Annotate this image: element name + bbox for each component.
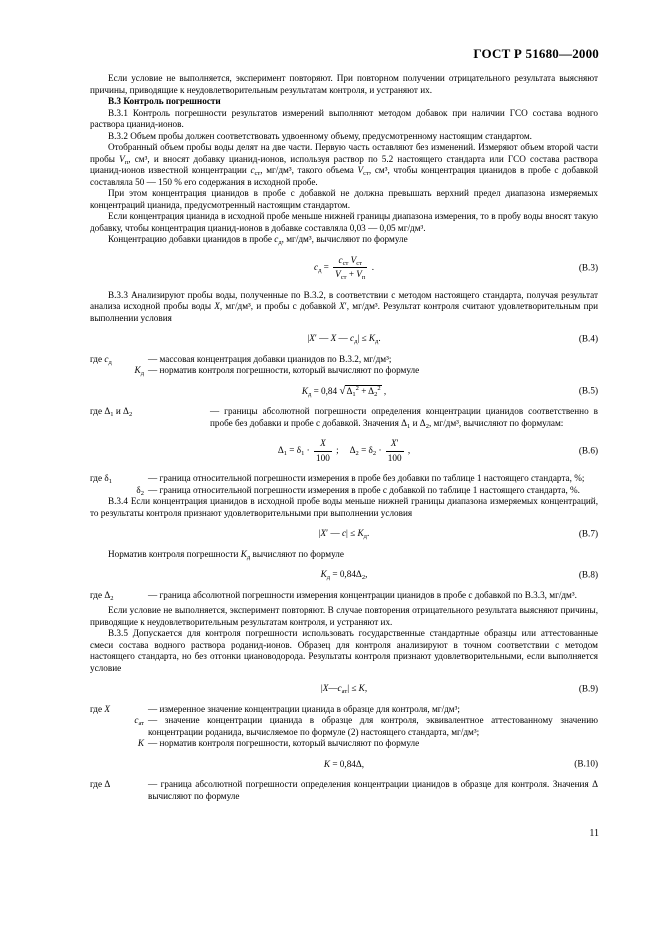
- paragraph-split: Отобранный объем пробы воды делят на две части. Первую часть оставляют без изменений. Измеряют объем второй части пробы $V_п$, см³, и вносят добавку цианид-ионов, используя раствор по 5.2 настоящего стандарта или ГСО состава раствора цианид-ионов известной концентрации $c_{ст}$, мг/дм³, такого объема $V_{ст}$, см³, чтобы концентрация цианидов в пробе с добавкой составляла 50 — 150 % его содержания в исходной пробе.: [90, 142, 599, 187]
- paragraph-b35: В.3.5 Допускается для контроля погрешности использовать государственные стандартные образцы или аттестованные смеси состава водного раствора роданид-ионов. Образец для контроля анализируют в точном соответствии с методом настоящего стандарта, но без отгонки циановодорода. Результаты контроля признают удовлетворительными, если выполняется условие: [90, 628, 598, 673]
- formula-b4: |X′ — X — $c_д| \le K_д$. (В.4): [307, 333, 598, 345]
- document-header: ГОСТ Р 51680—2000: [473, 46, 599, 61]
- paragraph-kd: Норматив контроля погрешности $K_д$ вычисляют по формуле: [108, 548, 344, 561]
- intro-paragraph: Если условие не выполняется, эксперимент повторяют. При повторном получении отрицательного результата выясняют причины, приводящие к неудовлетворительным результатам контроля, и устраняют их.: [90, 73, 598, 95]
- equation-number: (В.3): [578, 261, 598, 272]
- formula-b7: |X′ — $c| \le K_д$. (В.7): [318, 528, 598, 540]
- definition-cd: где $c_д$ — массовая концентрация добавки цианидов по В.3.2, мг/дм³;: [90, 353, 392, 366]
- equation-number: (В.5): [578, 385, 598, 396]
- paragraph-low-concentration: Если концентрация цианида в исходной пробе меньше нижней границы диапазона измерения, то в пробу воды вносят такую добавку, чтобы концентрация цианид-ионов в добавке составляла 0,03 — 0,05 мг/дм³.: [90, 211, 598, 233]
- formula-b5: $K_д = 0,84$ $√\Delta_1^2 + \Delta_2^2$ , (В.5): [301, 384, 598, 398]
- page-number: 11: [589, 828, 599, 839]
- formula-b6: $\Delta_1 = \delta_1$ · $\frac{X}{100}$ ; $\Delta_2 = \delta_2$ · $\frac{X'}{100}$ , (В.6): [277, 438, 598, 463]
- section-heading: В.3 Контроль погрешности: [108, 96, 221, 106]
- definition-kd: $K_д$ — норматив контроля погрешности, который вычисляют по формуле: [134, 365, 420, 377]
- equation-number: (В.4): [578, 333, 598, 343]
- definition-delta: где Δ — граница абсолютной погрешности определения концентрации цианидов в образце для контроля. Значения Δ вычисляют по формуле: [90, 779, 598, 801]
- paragraph-b34: В.3.4 Если концентрация цианидов в исходной пробе воды меньше нижней границы диапазона измеряемых концентраций, то результаты контроля признают удовлетворительными при выполнении условия: [90, 496, 598, 518]
- equation-number: (В.9): [578, 683, 598, 693]
- equation-number: (В.10): [574, 758, 598, 769]
- paragraph-concentration-limit: При этом концентрация цианидов в пробе с добавкой не должна превышать верхний предел диапазона измеряемых концентраций цианида, предусмотренный настоящим стандартом.: [90, 188, 598, 210]
- formula-b10: K = 0,84Δ, (В.10): [323, 758, 598, 769]
- paragraph-b31: В.3.1 Контроль погрешности результатов измерений выполняют методом добавок при наличии ГСО состава водного раствора цианид-ионов.: [90, 107, 598, 129]
- formula-b9: $|X—c_{ат}| \le K$, (В.9): [320, 683, 598, 695]
- formula-b3: $c_д$ = $\frac{c_{ст} V_{ст}}{V_{ст} + V_п}$ . (В.3): [313, 254, 598, 281]
- document-body: [90, 73, 598, 802]
- definition-x: где X — измеренное значение концентрации цианида в образце для контроля, мг/дм³;: [90, 703, 460, 714]
- definition-k: K — норматив контроля погрешности, который вычисляют по формуле: [137, 738, 420, 748]
- paragraph-b32: В.3.2 Объем пробы должен соответствовать удвоенному объему, предусмотренному настоящим стандартом.: [108, 130, 532, 141]
- equation-number: (В.8): [578, 569, 598, 579]
- definition-d2: $\delta_2$ — граница относительной погрешности измерения в пробе с добавкой по таблице 1 настоящего стандарта, %.: [136, 484, 580, 497]
- equation-number: (В.6): [578, 445, 598, 456]
- paragraph-repeat: Если условие не выполняется, эксперимент повторяют. В случае повторения отрицательного результата выясняют причины, приводящие к неудовлетворительным результатам контроля, и устраняют их.: [90, 605, 598, 627]
- equation-number: (В.7): [578, 528, 598, 538]
- formula-b8: $K_д = 0,84\Delta_2$, (В.8): [320, 569, 598, 581]
- paragraph-addition-concentration: Концентрацию добавки цианидов в пробе $c_д$, мг/дм³, вычисляют по формуле: [108, 234, 408, 246]
- definition-d1: где $\delta_1$ — граница относительной погрешности измерения в пробе без добавки по таблице 1 настоящего стандарта, %;: [90, 473, 585, 485]
- definition-d2b: где $\Delta_2$ — граница абсолютной погрешности измерения концентрации цианидов в пробе с добавкой по В.3.3, мг/дм³.: [90, 589, 577, 602]
- definition-deltas: где $\Delta_1$ и $\Delta_2$ — границы абсолютной погрешности определения концентрации цианидов соответственно в пробе без добавки и пробе с добавкой. Значения $\Delta_1$ и $\Delta_2$, мг/дм³, вычисляют по формулам:: [90, 406, 598, 430]
- paragraph-b33: В.3.3 Анализируют пробы воды, полученные по В.3.2, в соответствии с методом настоящего стандарта, получая результат анализа исходной пробы воды X, мг/дм³, и пробы с добавкой X′, мг/дм³. Результат контроля считают удовлетворительным при выполнении условия: [90, 289, 598, 323]
- definition-cat: $c_{ат}$ — значение концентрации цианида в образце для контроля, эквивалентное аттестованному значению концентрации роданида, вычисляемое по формуле (2) настоящего стандарта, мг/дм³;: [134, 715, 598, 737]
